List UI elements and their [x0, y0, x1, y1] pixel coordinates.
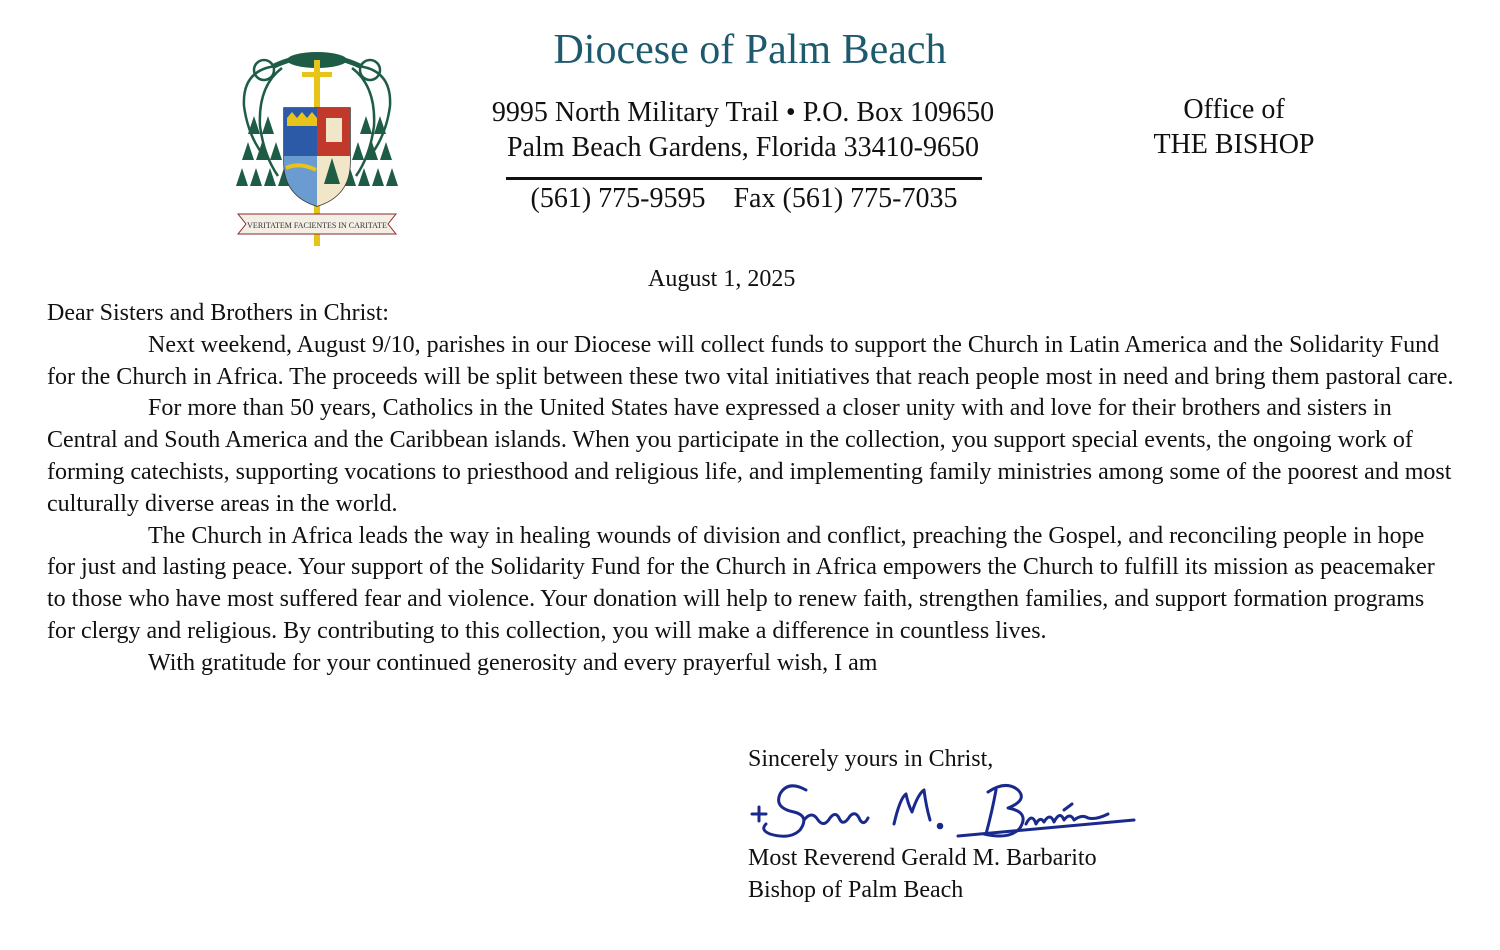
office-line-1: Office of — [1183, 94, 1285, 125]
paragraph-4: With gratitude for your continued generosity and every prayerful wish, I am — [148, 649, 878, 676]
signer-name: Most Reverend Gerald M. Barbarito — [748, 845, 1097, 871]
address-line-2: Palm Beach Gardens, Florida 33410-9650 — [506, 132, 980, 163]
salutation: Dear Sisters and Brothers in Christ: — [47, 300, 389, 326]
signer-block — [748, 842, 1097, 906]
paragraph-3: The Church in Africa leads the way in healing wounds of division and conflict, preaching the Gospel, and reconciling people in hope for just and lasting peace. Your support of the Solidarity Fund for the Church in Africa empowers the Church to fulfill its mission as peacemaker to those who have most suffered fear and violence. Your donation will help to renew faith, strengthen families, and support formation programs for clergy and religious. By contributing to this collection, you will make a difference in countless lives. — [47, 522, 1435, 644]
crest-motto: VERITATEM FACIENTES IN CARITATE — [247, 221, 387, 230]
diocese-title: Diocese of Palm Beach — [553, 27, 947, 73]
letter-body — [47, 298, 1457, 680]
closing: Sincerely yours in Christ, — [748, 746, 994, 772]
office-line-2: THE BISHOP — [1153, 129, 1315, 160]
coat-of-arms-crest — [234, 46, 400, 250]
signature — [744, 776, 1140, 846]
address-line-1: 9995 North Military Trail • P.O. Box 109650 — [491, 97, 995, 128]
header-divider — [506, 177, 982, 180]
address-block — [443, 95, 1043, 165]
paragraph-2: For more than 50 years, Catholics in the United States have expressed a closer unity with and love for their brothers and sisters in Central and South America and the Caribbean islands. When you participate in the collection, you support special events, the ongoing work of forming catechists, supporting vocations to priesthood and religious life, and implementing family ministries among some of the poorest and most culturally diverse areas in the world. — [47, 395, 1452, 517]
paragraph-1: Next weekend, August 9/10, parishes in our Diocese will collect funds to support the Church in Latin America and the Solidarity Fund for the Church in Africa. The proceeds will be split between these two vital initiatives that reach people most in need and bring them pastoral care. — [47, 331, 1454, 390]
phone-fax-line: (561) 775-9595 Fax (561) 775-7035 — [530, 183, 958, 214]
office-of-bishop — [1120, 92, 1348, 162]
signer-title: Bishop of Palm Beach — [748, 877, 964, 903]
letter-date: August 1, 2025 — [648, 266, 796, 292]
